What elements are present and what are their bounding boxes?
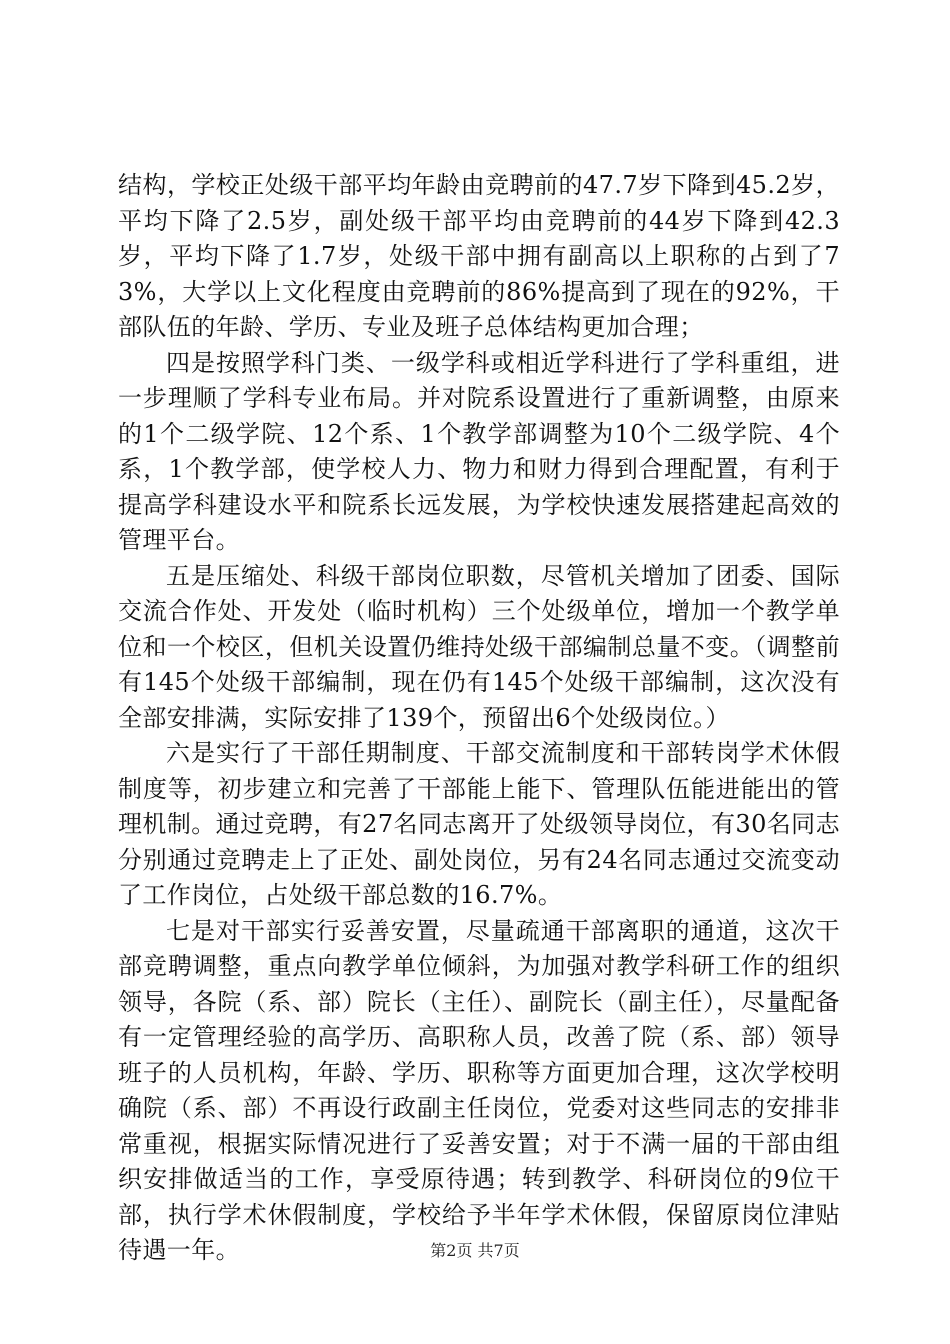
paragraph-1: 结构，学校正处级干部平均年龄由竞聘前的47.7岁下降到45.2岁，平均下降了2.5岁，副处级干部平均由竞聘前的44岁下降到42.3岁，平均下降了1.7岁，处级干部中拥有副高以上职称的占到了73%，大学以上文化程度由竞聘前的86%提高到了现在的92%，干部队伍的年龄、学历、专业及班子总体结构更加合理；: [118, 171, 840, 341]
paragraph-5: 七是对干部实行妥善安置，尽量疏通干部离职的通道，这次干部竞聘调整，重点向教学单位倾斜，为加强对教学科研工作的组织领导，各院（系、部）院长（主任）、副院长（副主任），尽量配备有一定管理经验的高学历、高职称人员，改善了院（系、部）领导班子的人员机构，年龄、学历、职称等方面更加合理，这次学校明确院（系、部）不再设行政副主任岗位，党委对这些同志的安排非常重视，根据实际情况进行了妥善安置；对于不满一届的干部由组织安排做适当的工作，享受原待遇；转到教学、科研岗位的9位干部，执行学术休假制度，学校给予半年学术休假，保留原岗位津贴待遇一年。: [118, 916, 840, 1264]
page-footer: [0, 1241, 950, 1261]
document-body: [118, 168, 840, 1269]
page-number-label: 第2页 共7页: [430, 1241, 520, 1260]
paragraph-4: 六是实行了干部任期制度、干部交流制度和干部转岗学术休假制度等，初步建立和完善了干部能上能下、管理队伍能进能出的管理机制。通过竞聘，有27名同志离开了处级领导岗位，有30名同志分别通过竞聘走上了正处、副处岗位，另有24名同志通过交流变动了工作岗位，占处级干部总数的16.7%。: [118, 739, 840, 909]
paragraph-3: 五是压缩处、科级干部岗位职数，尽管机关增加了团委、国际交流合作处、开发处（临时机构）三个处级单位，增加一个教学单位和一个校区，但机关设置仍维持处级干部编制总量不变。（调整前有145个处级干部编制，现在仍有145个处级干部编制，这次没有全部安排满，实际安排了139个，预留出6个处级岗位。）: [118, 561, 840, 732]
paragraph-2: 四是按照学科门类、一级学科或相近学科进行了学科重组，进一步理顺了学科专业布局。并对院系设置进行了重新调整，由原来的1个二级学院、12个系、1个教学部调整为10个二级学院、4个系，1个教学部，使学校人力、物力和财力得到合理配置，有利于提高学科建设水平和院系长远发展，为学校快速发展搭建起高效的管理平台。: [118, 348, 840, 554]
